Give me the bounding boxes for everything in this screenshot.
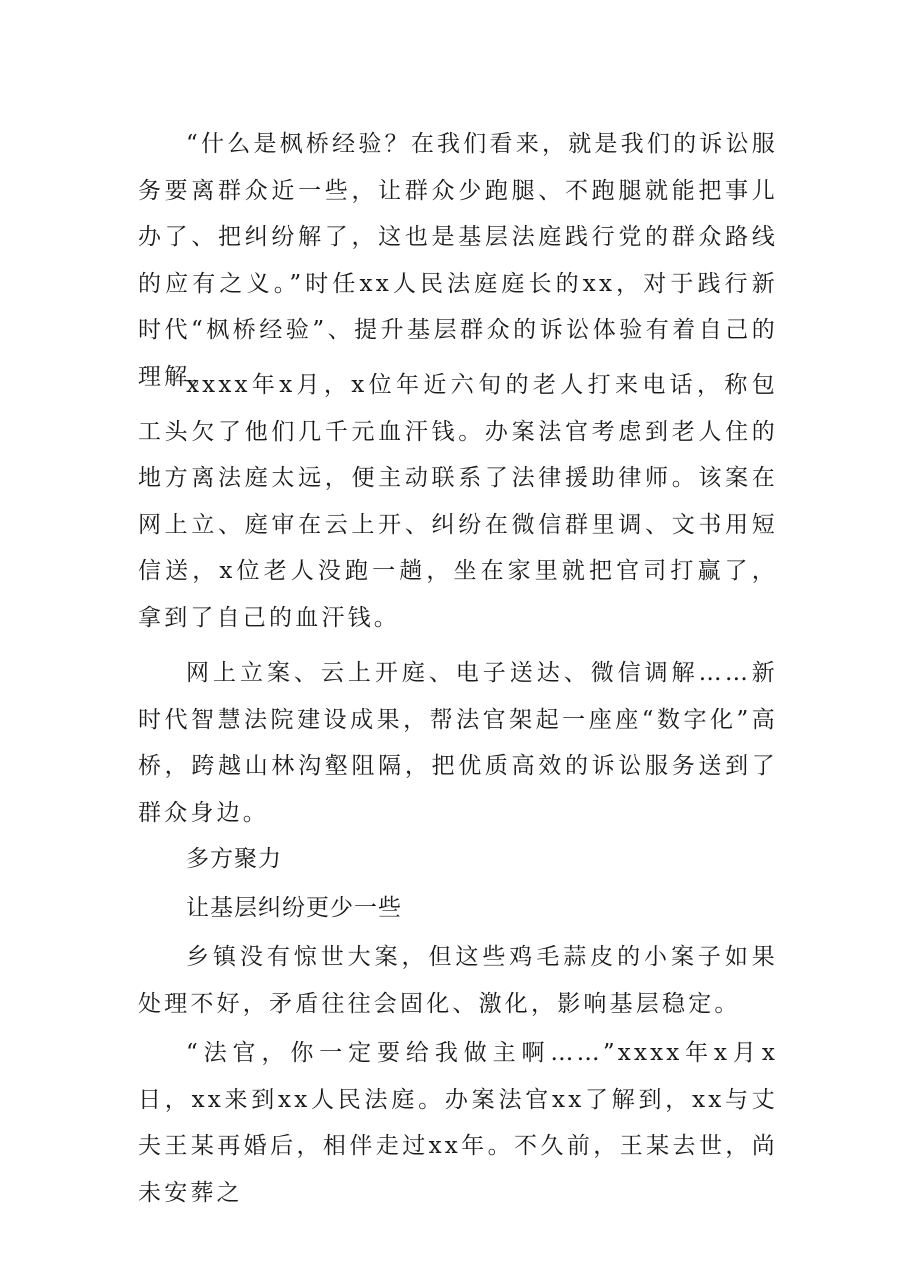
paragraph-small-cases: 乡镇没有惊世大案，但这些鸡毛蒜皮的小案子如果处理不好，矛盾往往会固化、激化，影响基层稳定。 (138, 944, 778, 1017)
paragraph-elderly-wage-case: xxxx年x月，x位年近六旬的老人打来电话，称包工头欠了他们几千元血汗钱。办案法官考虑到老人住的地方离法庭太远，便主动联系了法律援助律师。该案在网上立、庭审在云上开、纠纷在微信群里调、文书用短信送，x位老人没跑一趟，坐在家里就把官司打赢了，拿到了自己的血汗钱。 (138, 372, 778, 631)
paragraph-fengqiao-experience: “什么是枫桥经验？在我们看来，就是我们的诉讼服务要离群众近一些，让群众少跑腿、不跑腿就能把事儿办了、把纠纷解了，这也是基层法庭践行党的群众路线的应有之义。”时任xx人民法庭庭长的xx，对于践行新时代“枫桥经验”、提升基层群众的诉讼体验有着自己的理解。 (138, 131, 778, 390)
paragraph-smart-court: 网上立案、云上开庭、电子送达、微信调解……新时代智慧法院建设成果，帮法官架起一座座“数字化”高桥，跨越山林沟壑阻隔，把优质高效的诉讼服务送到了群众身边。 (138, 660, 778, 826)
section-heading-main: 多方聚力 (186, 846, 282, 872)
paragraph-remarriage-case: “法官，你一定要给我做主啊……”xxxx年x月x日，xx来到xx人民法庭。办案法官xx了解到，xx与丈夫王某再婚后，相伴走过xx年。不久前，王某去世，尚未安葬之 (138, 1040, 778, 1206)
section-heading-sub: 让基层纠纷更少一些 (186, 895, 402, 921)
